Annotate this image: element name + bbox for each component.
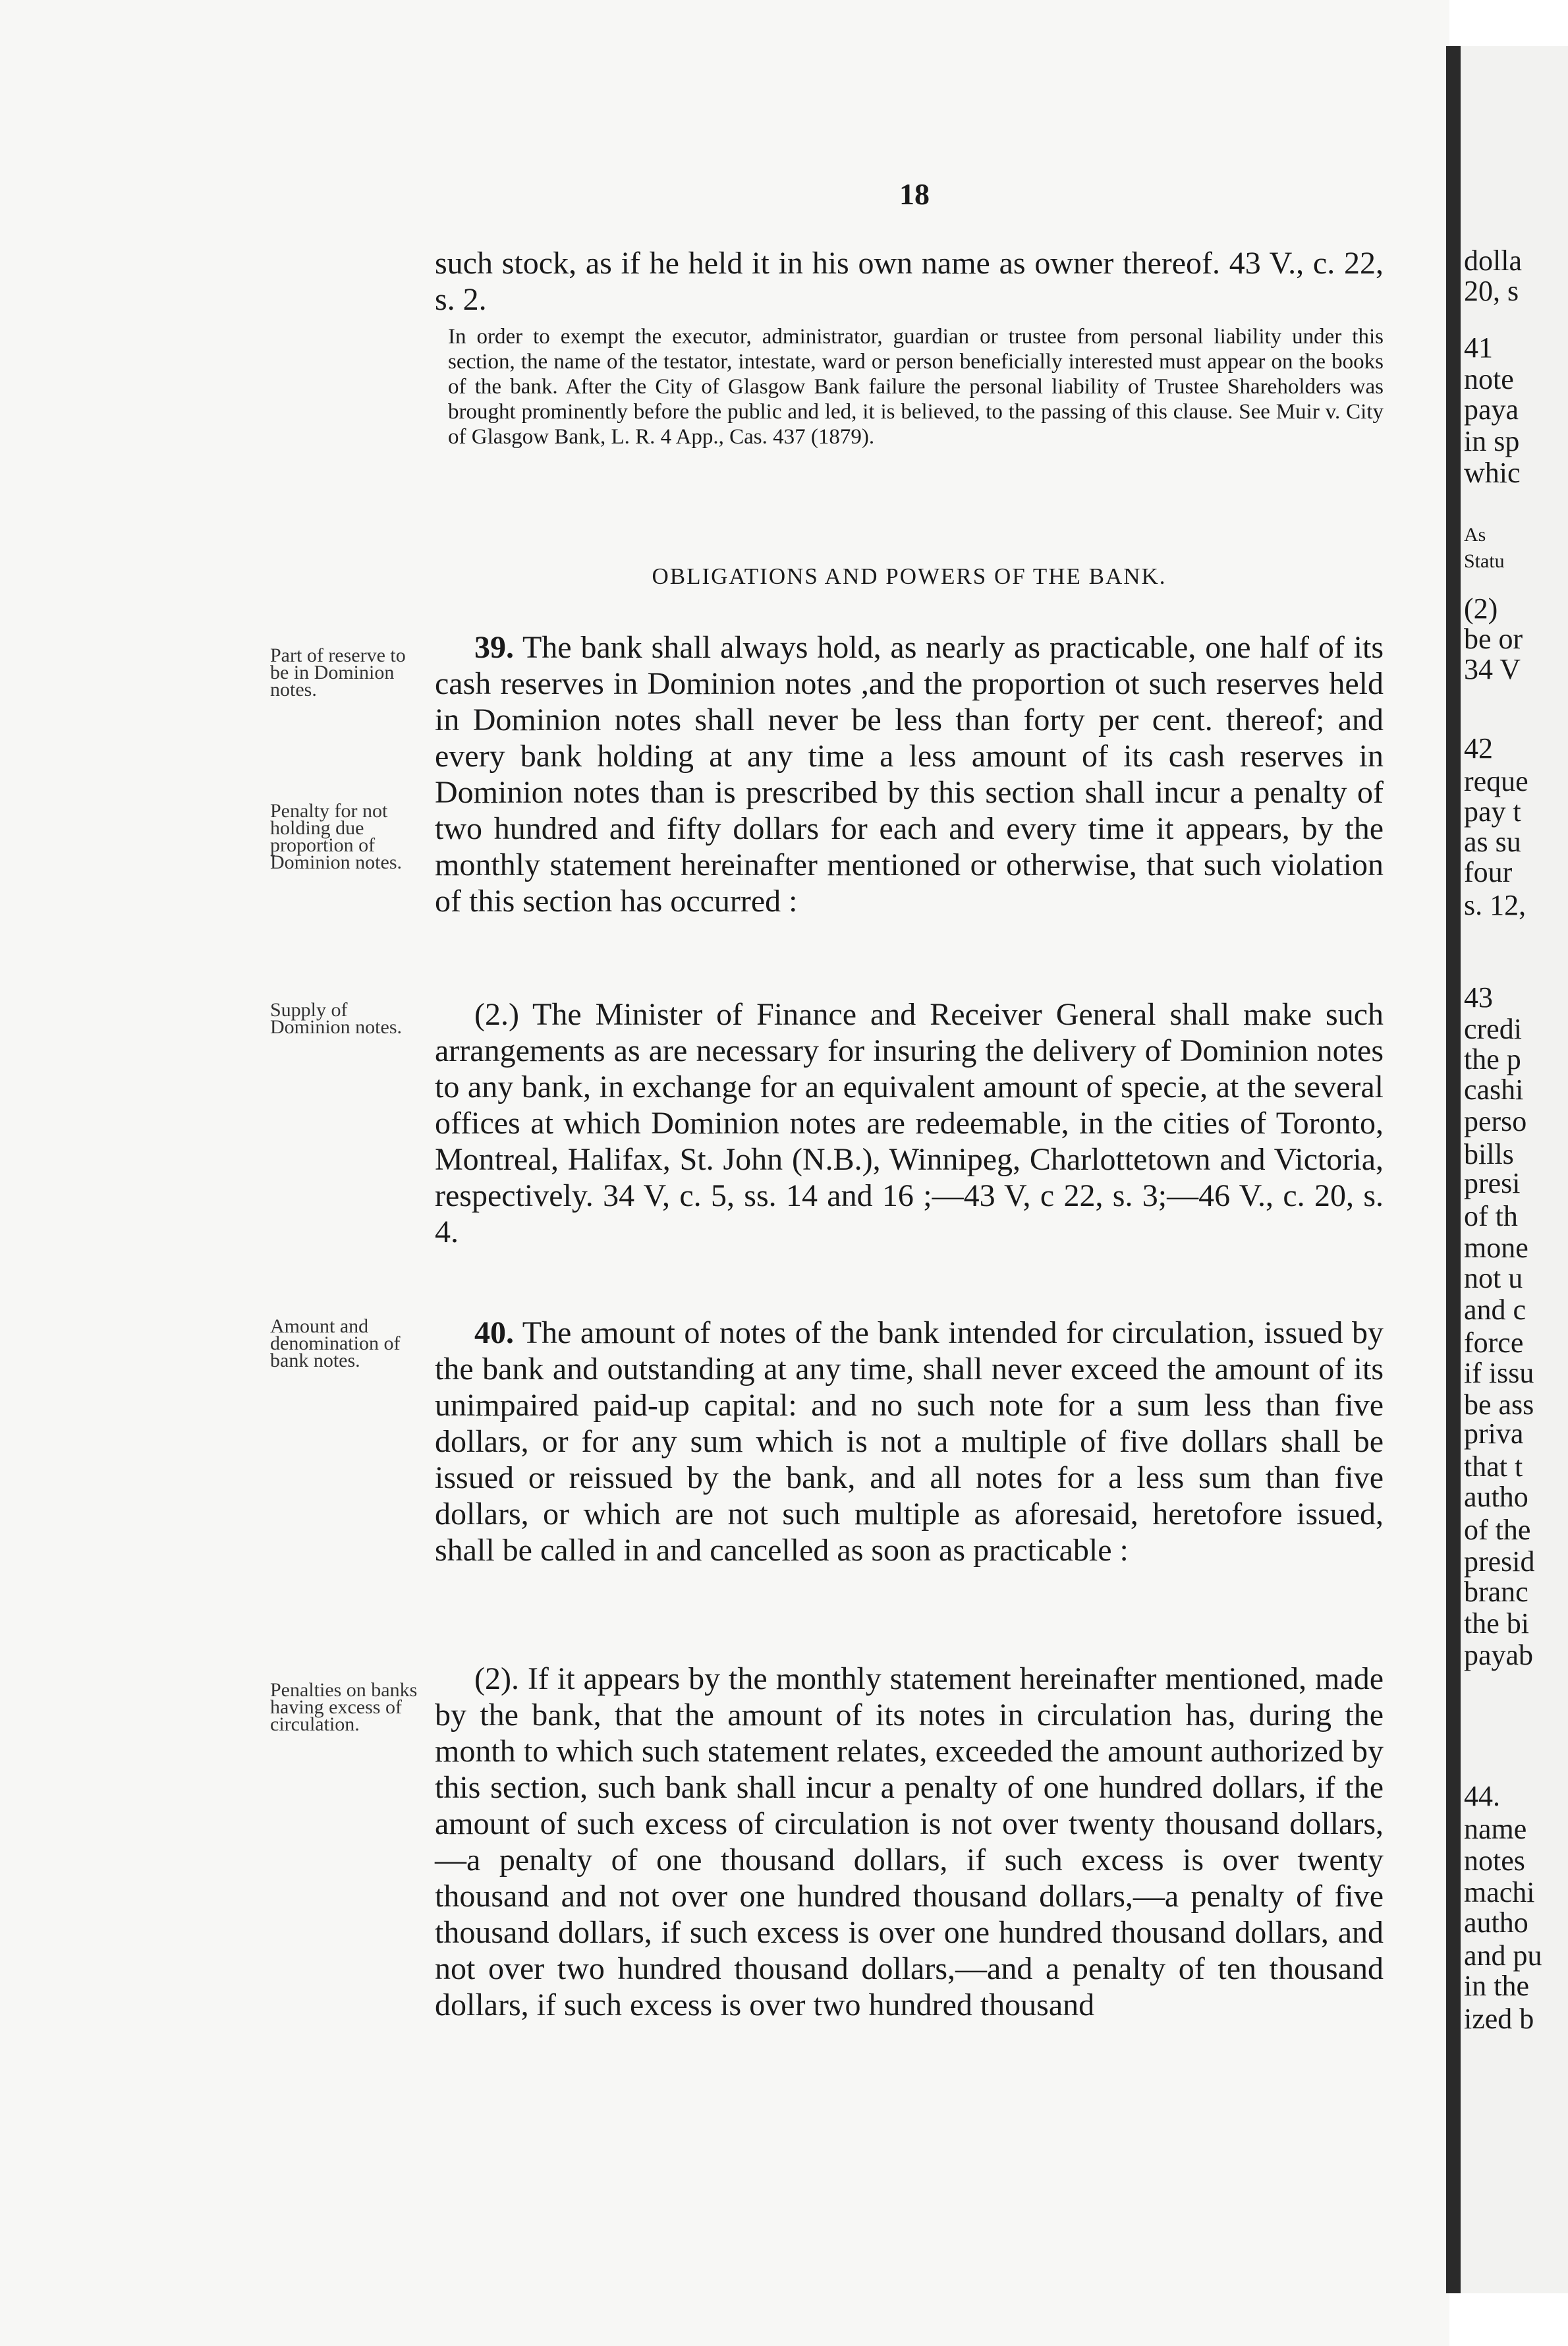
facing-page-line: not u xyxy=(1464,1262,1523,1294)
facing-page-line: branc xyxy=(1464,1576,1528,1608)
facing-page-line: autho xyxy=(1464,1906,1528,1939)
facing-page-line: s. 12, xyxy=(1464,889,1526,921)
facing-page-line: payab xyxy=(1464,1639,1534,1671)
facing-page-line: 41 xyxy=(1464,331,1493,364)
facing-page-line: 44. xyxy=(1464,1780,1500,1812)
section-40-subsection-2 xyxy=(435,1661,1384,2023)
margin-note-reserve: Part of reserve to be in Dominion notes. xyxy=(270,644,406,701)
facing-page-line: notes xyxy=(1464,1845,1525,1877)
margin-note-penalty-proportion: Penalty for not holding due proportion of Dominion notes. xyxy=(270,800,402,873)
section-40-number: 40. xyxy=(474,1315,514,1350)
section-39 xyxy=(435,629,1384,919)
facing-page-line: paya xyxy=(1464,393,1519,426)
facing-page-line: whic xyxy=(1464,457,1521,489)
page-number: 18 xyxy=(899,177,930,211)
facing-page-line: four xyxy=(1464,856,1513,888)
facing-page-line: 20, s xyxy=(1464,275,1519,307)
facing-page-line: force xyxy=(1464,1327,1524,1359)
facing-page-line: be ass xyxy=(1464,1388,1534,1421)
editorial-note: In order to exempt the executor, administrator, guardian or trustee from personal liability under this section, the name of the testator, intestate, ward or person beneficially interested must appear on the books of the bank. After the City of Glasgow Bank failure the personal liability of Trustee Shareholders was brought prominently before the public and led, it is believed, to the passing of this clause. See Muir v. City of Glasgow Bank, L. R. 4 App., Cas. 437 (1879). xyxy=(448,325,1384,449)
facing-page-line: pay t xyxy=(1464,795,1521,828)
facing-page-line: and c xyxy=(1464,1294,1526,1326)
facing-page-line: of the xyxy=(1464,1514,1531,1546)
section-39-2-text: (2.) The Minister of Finance and Receiver General shall make such arrangements as are necessary for insuring the delivery of Dominion notes to any bank, in exchange for an equivalent amount of specie, at the several offices at which Dominion notes are redeemable, in the cities of Toronto, Montreal, Halifax, St. John (N.B.), Winnipeg, Charlottetown and Victoria, respectively. 34 V, c. 5, ss. 14 and 16 ;—43 V, c 22, s. 3;—46 V., c. 20, s. 4. xyxy=(435,997,1384,1249)
facing-page-line: as su xyxy=(1464,826,1521,858)
facing-page-line: autho xyxy=(1464,1481,1528,1513)
facing-page-line: 34 V xyxy=(1464,653,1521,685)
facing-page-line: that t xyxy=(1464,1450,1523,1483)
section-39-number: 39. xyxy=(474,630,514,665)
facing-page-line: mone xyxy=(1464,1232,1528,1264)
facing-page-line: be or xyxy=(1464,623,1523,655)
facing-page-line: perso xyxy=(1464,1105,1527,1137)
facing-page-line: name xyxy=(1464,1813,1527,1845)
facing-page-line: presi xyxy=(1464,1167,1521,1199)
facing-page-line: As xyxy=(1464,524,1486,546)
facing-page-line: in the xyxy=(1464,1970,1529,2002)
section-39-text: The bank shall always hold, as nearly as practicable, one half of its cash reserves in Dominion notes ,and the proportion ot such reserves held in Dominion notes shall never be less than forty per cent. thereof; and every bank holding at any time a less amount of its cash reserves in Dominion notes than is prescribed by this section shall incur a penalty of two hundred and fifty dollars for each and every time it appears, by the monthly statement hereinafter mentioned or otherwise, that such violation of this section has occurred : xyxy=(435,630,1384,919)
section-39-paragraph xyxy=(435,629,1384,919)
facing-page-line: and pu xyxy=(1464,1939,1542,1972)
facing-page-line: bills xyxy=(1464,1138,1514,1170)
facing-page-line: presid xyxy=(1464,1545,1535,1578)
facing-page-line: of th xyxy=(1464,1200,1518,1232)
facing-page-line: credi xyxy=(1464,1013,1522,1045)
continued-paragraph xyxy=(435,245,1384,318)
section-40 xyxy=(435,1315,1384,1568)
facing-page-line: ized b xyxy=(1464,2003,1534,2035)
facing-page-line: dolla xyxy=(1464,244,1522,277)
continued-text: such stock, as if he held it in his own name as owner thereof. 43 V., c. 22, s. 2. xyxy=(435,246,1384,317)
facing-page-line: 43 xyxy=(1464,981,1493,1014)
book-gutter xyxy=(1446,46,1461,2293)
section-heading: OBLIGATIONS AND POWERS OF THE BANK. xyxy=(652,563,1167,589)
facing-page-line: the p xyxy=(1464,1043,1521,1075)
facing-page-line: the bi xyxy=(1464,1607,1529,1640)
facing-page-line: Statu xyxy=(1464,550,1505,572)
facing-page-line: cashi xyxy=(1464,1073,1524,1106)
facing-page-line: note xyxy=(1464,363,1514,395)
facing-page-line: reque xyxy=(1464,765,1528,797)
facing-page-line: 42 xyxy=(1464,732,1493,764)
margin-note-amount-denomination: Amount and denomination of bank notes. xyxy=(270,1315,401,1371)
facing-page-line: priva xyxy=(1464,1417,1524,1450)
margin-note-penalties-excess: Penalties on banks having excess of circulation. xyxy=(270,1679,418,1735)
section-40-paragraph xyxy=(435,1315,1384,1568)
margin-note-supply: Supply of Dominion notes. xyxy=(270,999,402,1038)
facing-page-line: in sp xyxy=(1464,425,1520,457)
facing-page-line: machi xyxy=(1464,1876,1535,1908)
facing-page-line: if issu xyxy=(1464,1357,1534,1389)
section-40-text: The amount of notes of the bank intended for circulation, issued by the bank and outstanding at any time, shall never exceed the amount of its unimpaired paid-up capital: and no such note for a sum less than five dollars, or for any sum which is not a multiple of five dollars shall be issued or reissued by the bank, and all notes for a less sum than five dollars, or which are not such multiple as aforesaid, heretofore issued, shall be called in and cancelled as soon as practicable : xyxy=(435,1315,1384,1568)
facing-page-line: (2) xyxy=(1464,592,1498,625)
section-40-2-text: (2). If it appears by the monthly statement hereinafter mentioned, made by the bank, that the amount of its notes in circulation has, during the month to which such statement relates, exceeded the amount authorized by this section, such bank shall incur a penalty of one hundred dollars, if the amount of such excess of circulation is not over twenty thousand dollars,—a penalty of one thousand dollars, if such excess is over twenty thousand and not over one hundred thousand dollars,—a penalty of five thousand dollars, if such excess is over one hundred thousand dollars, and not over two hundred thousand dollars,—and a penalty of ten thousand dollars, if such excess is over two hundred thousand xyxy=(435,1661,1384,2022)
section-39-subsection-2 xyxy=(435,996,1384,1250)
